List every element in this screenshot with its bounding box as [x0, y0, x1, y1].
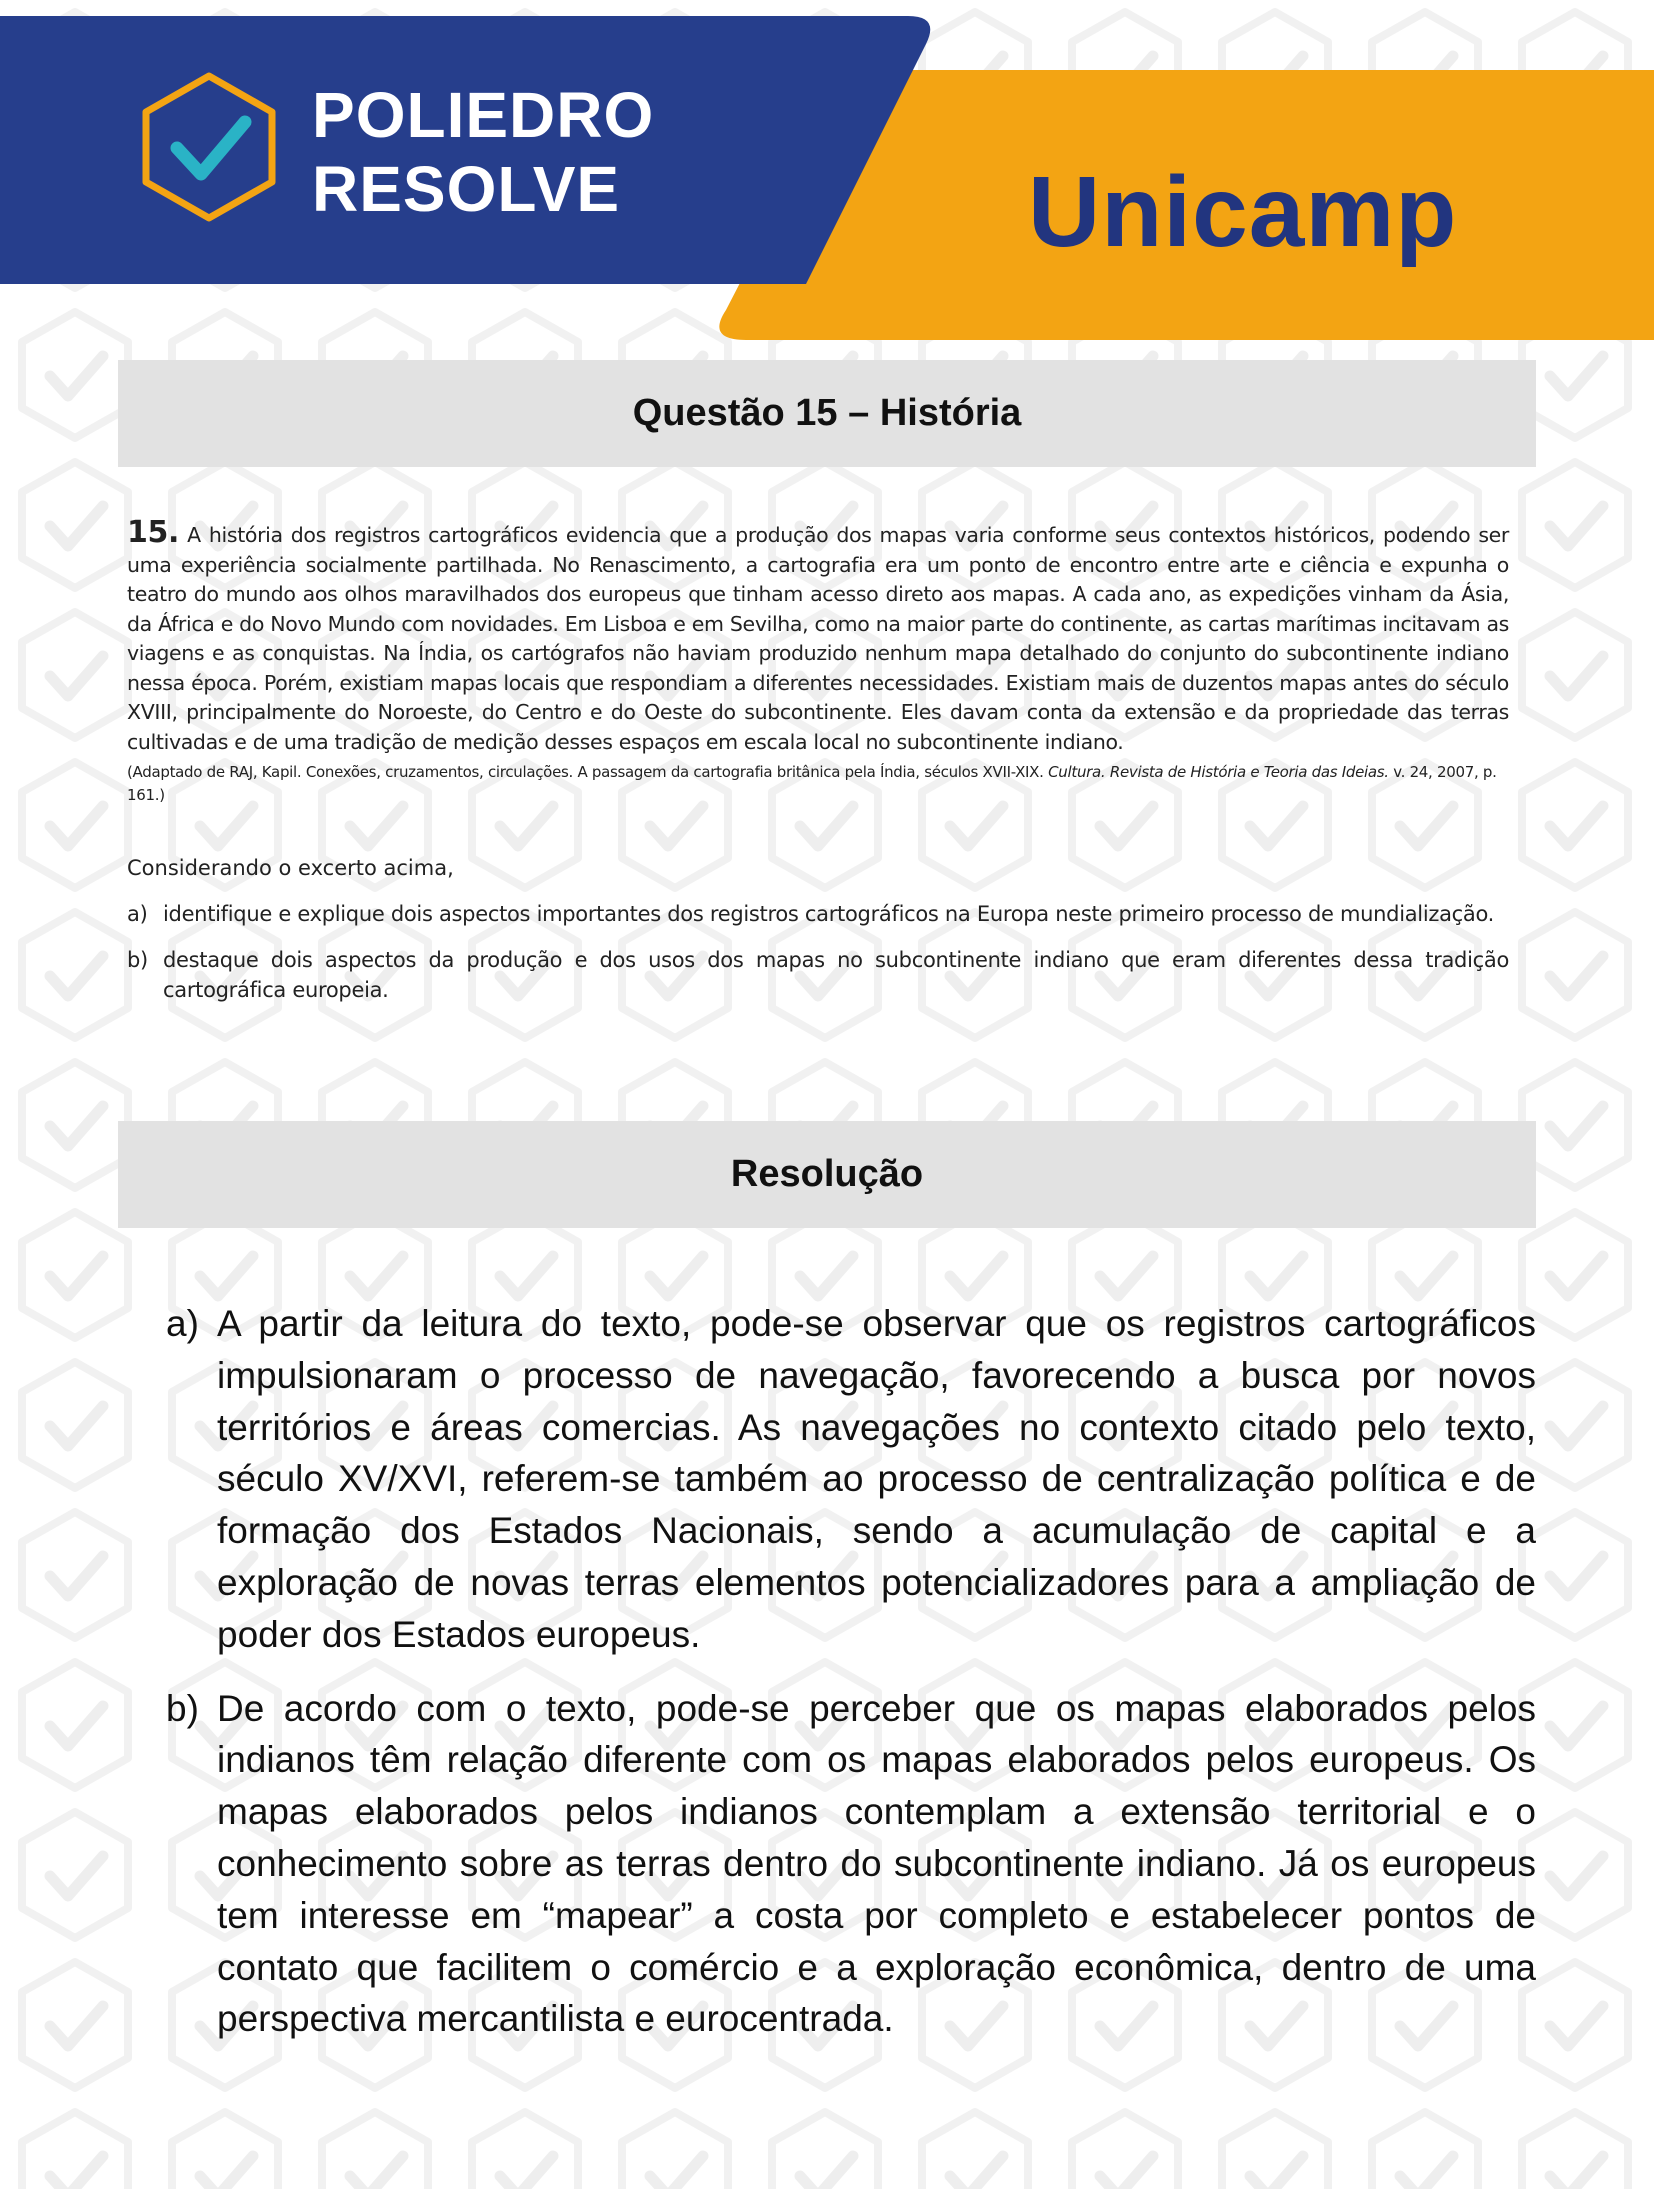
- answer-text: A partir da leitura do texto, pode-se observar que os registros cartográficos impulsionaram o processo de navegação, favorecendo a busca por novos territórios e áreas comercias. As navegações no contexto citado pelo texto, século XV/XVI, referem-se também ao processo de centralização política e de formação dos Estados Nacionais, sendo a acumulação de capital e a exploração de novas terras elementos potencializadores para a ampliação de poder dos Estados europeus.: [217, 1303, 1536, 1655]
- answer-letter: b): [166, 1687, 199, 1729]
- resolution-title-band: [118, 1121, 1536, 1228]
- question-title-band: [118, 360, 1536, 467]
- brand-title-line2: RESOLVE: [312, 153, 621, 225]
- answer-a: [166, 1298, 1536, 1661]
- question-item-text: identifique e explique dois aspectos importantes dos registros cartográficos na Europa neste primeiro processo de mundialização.: [163, 902, 1495, 926]
- question-source: [127, 761, 1509, 807]
- answer-b: [166, 1683, 1536, 2046]
- resolution-title: Resolução: [730, 1153, 924, 1195]
- question-item-letter: a): [127, 902, 148, 926]
- answer-text: De acordo com o texto, pode-se perceber que os mapas elaborados pelos indianos têm relação diferente com os mapas elaborados pelos europeus. Os mapas elaborados pelos indianos contemplam a extensão territorial e o conhecimento sobre as terras dentro do subcontinente indiano. Já os europeus tem interesse em “mapear” a costa por completo e estabelecer pontos de contato que facilitem o comércio e a exploração econômica, dentro de uma perspectiva mercantilista e eurocentrada.: [217, 1687, 1536, 2040]
- question-number: 15.: [127, 515, 180, 550]
- question-title: Questão 15 – História: [632, 392, 1022, 434]
- question-block: [127, 515, 1509, 1005]
- exam-name: Unicamp: [1028, 156, 1458, 268]
- source-suffix: v. 24, 2007, p. 161.): [127, 763, 1497, 804]
- question-text: A história dos registros cartográficos evidencia que a produção dos mapas varia conforme seus contextos históricos, podendo ser uma experiência socialmente partilhada. No Renascimento, a cartografia era um ponto de encontro entre arte e ciência e expunha o teatro do mundo aos olhos maravilhados dos europeus que tinham acesso direto aos mapas. A cada ano, as expedições vinham da Ásia, da África e do Novo Mundo com novidades. Em Lisboa e em Sevilha, como na maior parte do continente, as cartas marítimas incitavam as viagens e as conquistas. Na Índia, os cartógrafos não haviam produzido nenhum mapa detalhado do conjunto do subcontinente indiano nessa época. Porém, existiam mapas locais que respondiam a diferentes necessidades. Existiam mais de duzentos mapas antes do século XVIII, principalmente do Noroeste, do Centro e do Oeste do subcontinente. Eles davam conta da extensão e da propriedade das terras cultivadas e de uma tradição de medição desses espaços em escala local no subcontinente indiano.: [127, 523, 1509, 754]
- question-item-letter: b): [127, 948, 148, 972]
- question-item-a: [127, 899, 1509, 929]
- brand-title: [312, 78, 654, 226]
- question-text-paragraph: [127, 515, 1509, 757]
- brand-title-line1: POLIEDRO: [312, 79, 655, 151]
- answer-letter: a): [166, 1303, 199, 1344]
- source-italic: Cultura. Revista de História e Teoria das Ideias.: [1048, 763, 1389, 781]
- answers-block: [166, 1298, 1536, 2067]
- question-intro: Considerando o excerto acima,: [127, 856, 454, 880]
- question-item-b: [127, 945, 1509, 1005]
- question-item-text: destaque dois aspectos da produção e dos usos dos mapas no subcontinente indiano que eram diferentes dessa tradição cartográfica europeia.: [163, 948, 1509, 1002]
- source-prefix: (Adaptado de RAJ, Kapil. Conexões, cruzamentos, circulações. A passagem da cartografia britânica pela Índia, séculos XVII-XIX.: [127, 763, 1049, 781]
